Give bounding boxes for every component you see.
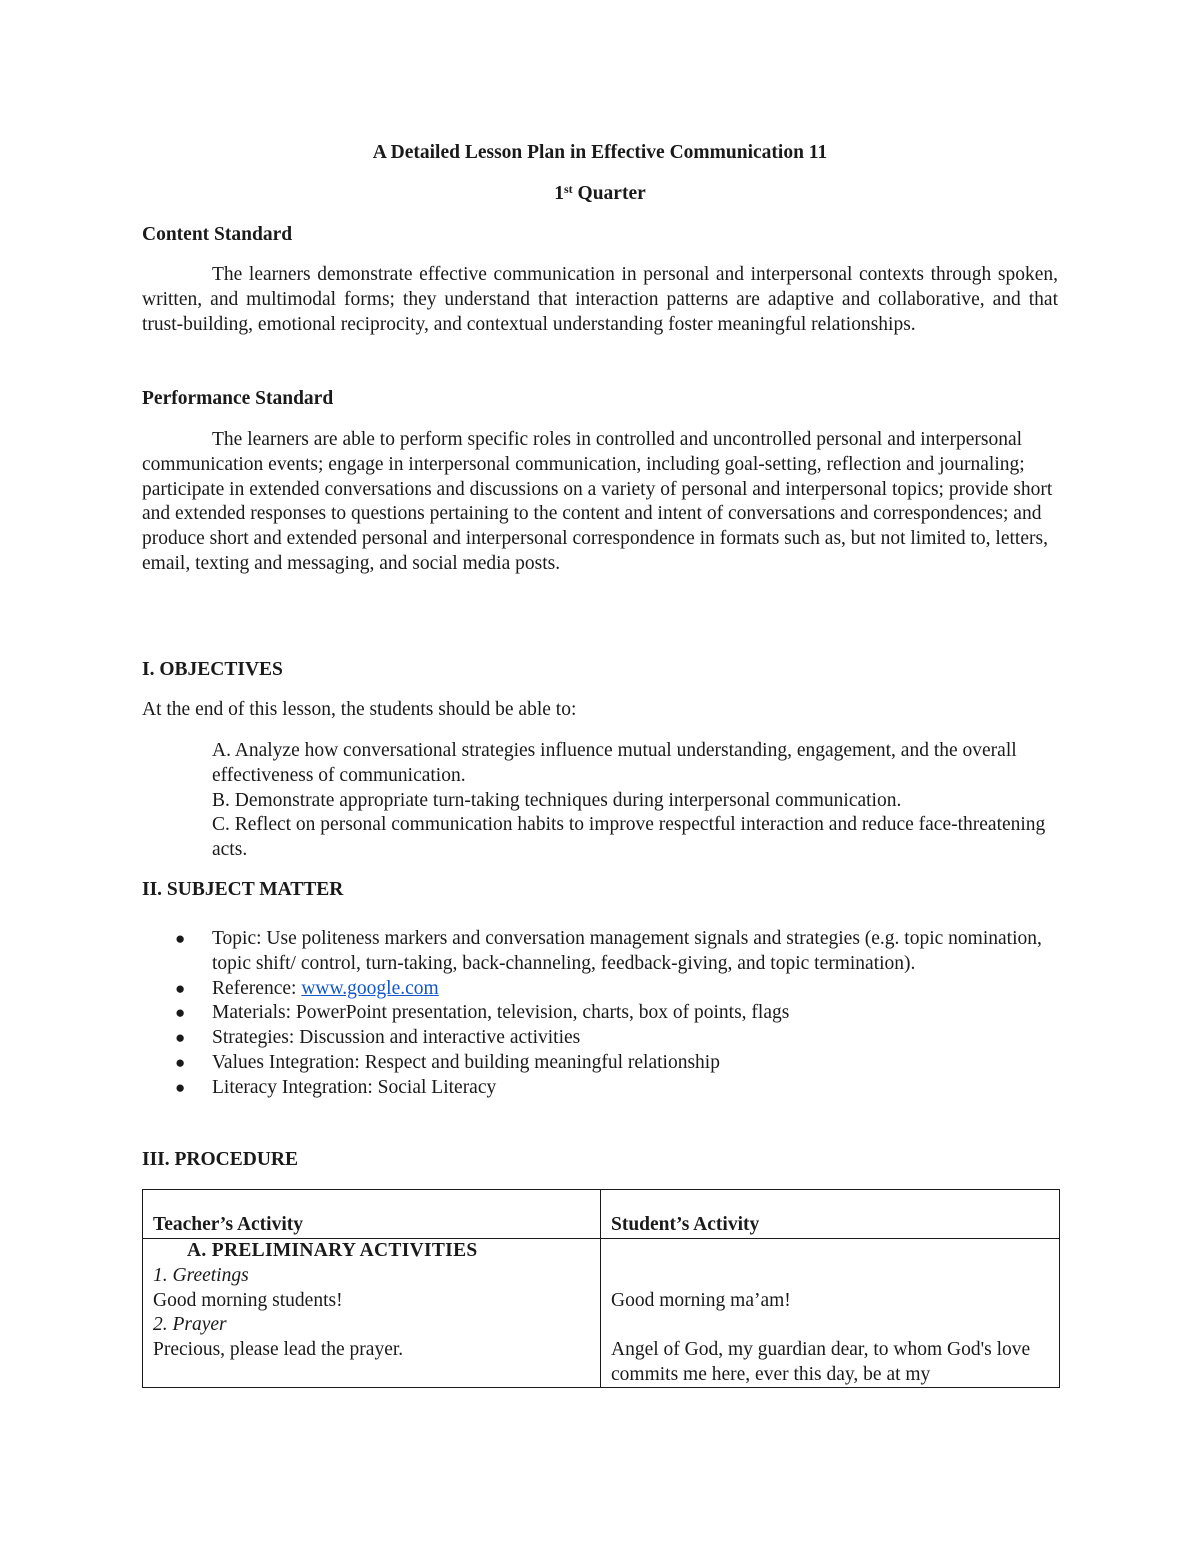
performance-standard-heading: Performance Standard [142, 388, 334, 409]
objective-item: A. Analyze how conversational strategies influence mutual understanding, engagement, and the overall effectiveness of communication. [212, 740, 1017, 786]
document-title: A Detailed Lesson Plan in Effective Communication 11 [372, 142, 828, 163]
table-row [143, 1239, 1060, 1388]
list-item [175, 1026, 1058, 1051]
greetings-student: Good morning ma’am! [611, 1289, 791, 1311]
topic-text: Topic: Use politeness markers and conversation management signals and strategies (e.g. topic nomination, topic shift/ control, turn-taking, back-channeling, feedback-giving, and topic termination). [212, 928, 1042, 974]
greetings-label: 1. Greetings [153, 1264, 249, 1286]
subject-matter-heading: II. SUBJECT MATTER [142, 879, 344, 900]
quarter-suffix: st [563, 182, 573, 196]
procedure-heading: III. PROCEDURE [142, 1149, 299, 1170]
performance-standard-text: The learners are able to perform specific roles in controlled and uncontrolled personal and interpersonal communication events; engage in interpersonal communication, including goal-setting, reflection and journaling; participate in extended conversations and discussions on a variety of personal and interpersonal topics; provide short and extended responses to questions pertaining to the content and intent of conversations and correspondences; and produce short and extended personal and interpersonal correspondence in formats such as, but not limited to, letters, email, texting and messaging, and social media posts. [142, 429, 1053, 574]
objectives-list [212, 739, 1058, 863]
procedure-table [142, 1189, 1060, 1388]
list-item [175, 1051, 1058, 1076]
content-standard-heading: Content Standard [142, 224, 293, 245]
teacher-column-header: Teacher’s Activity [143, 1190, 601, 1239]
values-text: Values Integration: Respect and building meaningful relationship [212, 1051, 720, 1073]
table-header-row [143, 1190, 1060, 1239]
quarter-number: 1 [554, 183, 564, 204]
quarter-label [142, 183, 1058, 205]
subject-matter-list [175, 927, 1058, 1101]
content-standard-text: The learners demonstrate effective communication in personal and interpersonal contexts through spoken, written, and multimodal forms; they understand that interaction patterns are adaptive and collaborative, and that trust-building, emotional reciprocity, and contextual understanding foster meaningful relationships. [142, 264, 1058, 335]
preliminary-activities-heading: A. PRELIMINARY ACTIVITIES [187, 1240, 478, 1261]
objective-item: C. Reflect on personal communication habits to improve respectful interaction and reduce face-threatening acts. [212, 814, 1046, 861]
list-item [175, 1076, 1058, 1101]
student-cell [601, 1239, 1060, 1388]
reference-label: Reference: [212, 977, 302, 999]
bullet-icon: ● [175, 978, 186, 998]
reference-link[interactable]: www.google.com [301, 977, 439, 999]
literacy-text: Literacy Integration: Social Literacy [212, 1076, 497, 1098]
strategies-text: Strategies: Discussion and interactive activities [212, 1027, 581, 1049]
bullet-icon: ● [175, 1028, 186, 1048]
bullet-icon: ● [175, 929, 186, 948]
materials-text: Materials: PowerPoint presentation, television, charts, box of points, flags [212, 1002, 790, 1024]
objectives-heading: I. OBJECTIVES [142, 659, 283, 680]
objectives-intro: At the end of this lesson, the students should be able to: [142, 699, 577, 720]
quarter-text: Quarter [572, 183, 646, 204]
teacher-cell [143, 1239, 601, 1388]
prayer-student: Angel of God, my guardian dear, to whom God's love commits me here, ever this day, be at my [611, 1339, 1031, 1385]
prayer-label: 2. Prayer [153, 1314, 227, 1336]
list-item [175, 927, 1058, 977]
objective-item: B. Demonstrate appropriate turn-taking techniques during interpersonal communication. [212, 789, 902, 811]
student-column-header: Student’s Activity [601, 1190, 1060, 1239]
list-item [175, 977, 1058, 1002]
greetings-teacher: Good morning students! [153, 1289, 343, 1311]
bullet-icon: ● [175, 1003, 186, 1023]
prayer-teacher: Precious, please lead the prayer. [153, 1339, 404, 1361]
list-item [175, 1001, 1058, 1026]
bullet-icon: ● [175, 1077, 186, 1097]
bullet-icon: ● [175, 1052, 186, 1072]
